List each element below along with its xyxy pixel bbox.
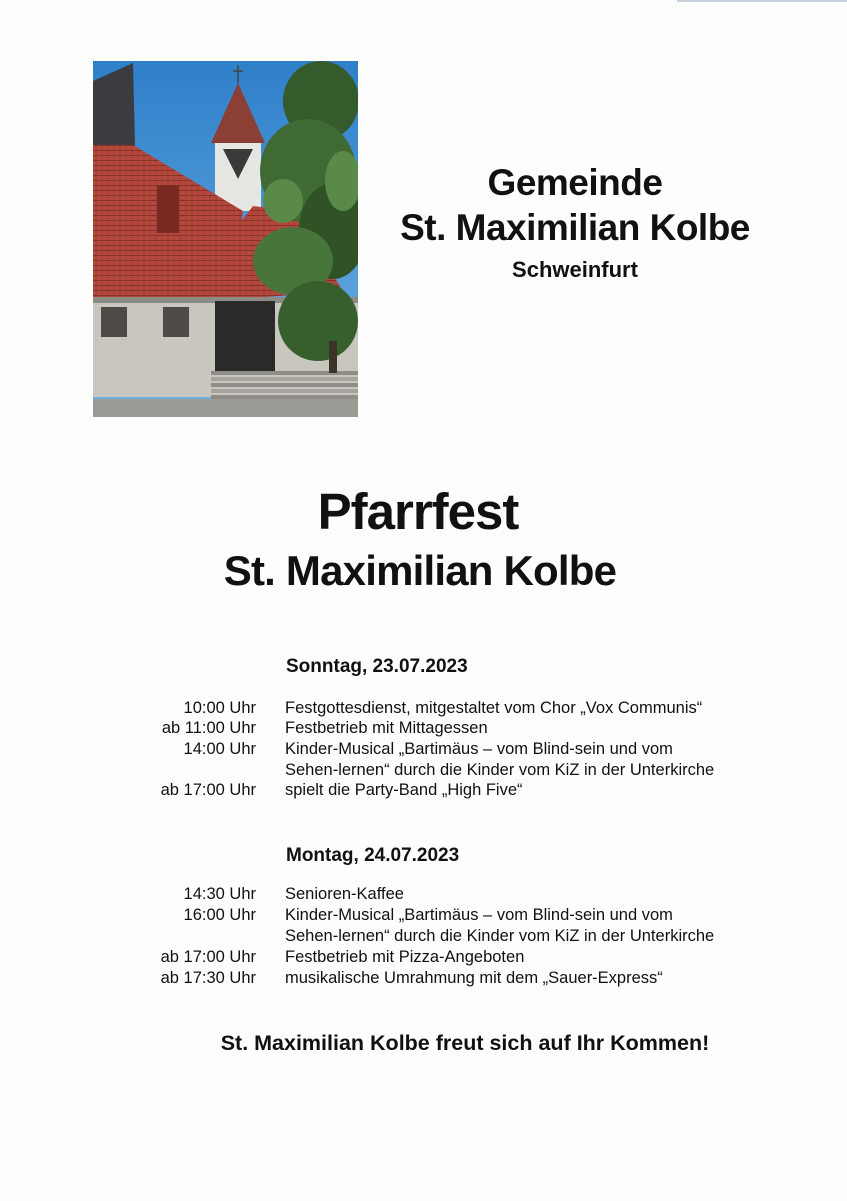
event-subtitle: St. Maximilian Kolbe — [223, 547, 617, 594]
entry-description: musikalische Umrahmung mit dem „Sauer-Express“ — [285, 969, 663, 987]
entry-time: ab 17:30 Uhr — [160, 969, 256, 987]
entry-description: Kinder-Musical „Bartimäus – vom Blind-sein und vom — [285, 740, 673, 758]
event-title: Pfarrfest — [317, 483, 519, 540]
entry-time: 10:00 Uhr — [183, 699, 256, 717]
entry-time: ab 11:00 Uhr — [161, 719, 256, 737]
event-title-block — [120, 482, 720, 598]
closing-message: St. Maximilian Kolbe freut sich auf Ihr Kommen! — [220, 1031, 710, 1055]
entry-description: Festbetrieb mit Pizza-Angeboten — [285, 948, 525, 966]
entry-time: 14:30 Uhr — [183, 885, 256, 903]
entry-description: Festgottesdienst, mitgestaltet vom Chor „Vox Communis“ — [285, 699, 703, 717]
entry-description: Kinder-Musical „Bartimäus – vom Blind-sein und vom — [285, 906, 673, 924]
day-heading: Montag, 24.07.2023 — [286, 845, 460, 866]
entry-time: 14:00 Uhr — [183, 740, 256, 758]
entry-description: Sehen-lernen“ durch die Kinder vom KiZ in der Unterkirche — [285, 761, 715, 779]
entry-description: spielt die Party-Band „High Five“ — [285, 781, 523, 799]
entry-description: Sehen-lernen“ durch die Kinder vom KiZ in der Unterkirche — [285, 927, 715, 945]
entry-description: Senioren-Kaffee — [285, 885, 404, 903]
church-photo — [93, 61, 358, 417]
parish-label: Gemeinde — [487, 162, 663, 203]
entry-time: 16:00 Uhr — [183, 906, 256, 924]
entry-time: ab 17:00 Uhr — [160, 948, 256, 966]
entry-time: ab 17:00 Uhr — [160, 781, 256, 799]
parish-header — [380, 160, 770, 284]
day-heading: Sonntag, 23.07.2023 — [286, 656, 468, 677]
entry-description: Festbetrieb mit Mittagessen — [285, 719, 488, 737]
parish-city: Schweinfurt — [512, 257, 638, 282]
scan-edge — [677, 0, 847, 2]
parish-name: St. Maximilian Kolbe — [400, 207, 750, 248]
